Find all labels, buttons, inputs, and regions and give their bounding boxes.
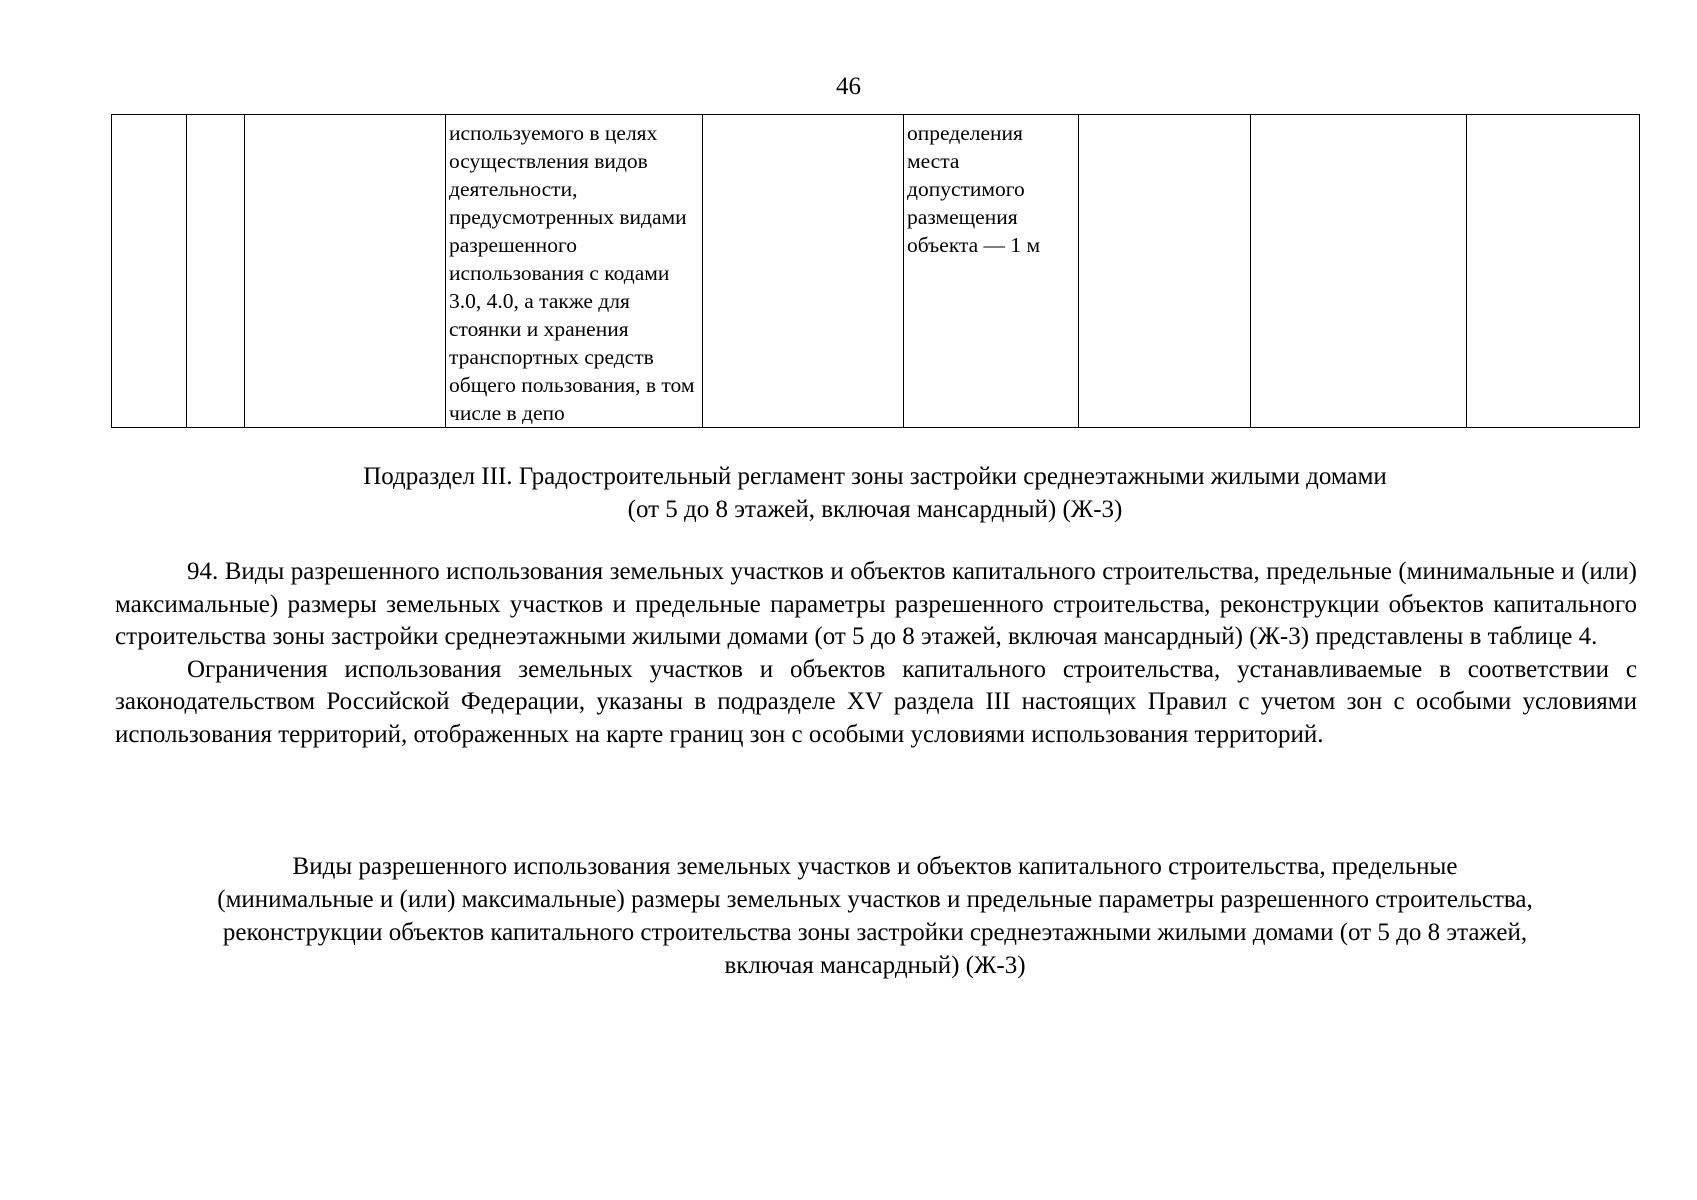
subsection-heading-line: (от 5 до 8 этажей, включая мансардный) (Ж-3)	[627, 496, 1123, 523]
page-number: 46	[836, 73, 861, 100]
table-title-line: Виды разрешенного использования земельных участков и объектов капитального строительства, предельные	[292, 853, 1458, 880]
body-text	[115, 556, 1637, 752]
table-row	[112, 115, 1640, 428]
table-cell	[245, 115, 446, 428]
table-cell	[1079, 115, 1251, 428]
table-cell	[187, 115, 245, 428]
table-cell-setback-parameter: определения места допустимого размещения объекта — 1 м	[904, 115, 1079, 428]
table-cell	[703, 115, 904, 428]
table-cell	[1251, 115, 1467, 428]
table-cell-land-use-description: используемого в целях осуществления видов деятельности, предусмотренных видами разрешенного использования с кодами 3.0, 4.0, а также для стоянки и хранения транспортных средств общего пользования, в том числе в депо	[446, 115, 703, 428]
continued-table	[111, 114, 1640, 428]
table-cell	[1467, 115, 1640, 428]
paragraph-restrictions: Ограничения использования земельных участков и объектов капитального строительства, устанавливаемые в соответствии с законодательством Российской Федерации, указаны в подразделе XV раздела III настоящих Правил с учетом зон с особыми условиями использования территорий, отображенных на карте границ зон с особыми условиями использования территорий.	[115, 655, 1637, 748]
table-title-line: (минимальные и (или) максимальные) размеры земельных участков и предельные параметры разрешенного строительства,	[217, 886, 1533, 913]
paragraph-94: 94. Виды разрешенного использования земельных участков и объектов капитального строительства, предельные (минимальные и (или) максимальные) размеры земельных участков и предельные параметры разрешенного строительства, реконструкции объектов капитального строительства зоны застройки среднеэтажными жилыми домами (от 5 до 8 этажей, включая мансардный) (Ж-3) представлены в таблице 4.	[115, 558, 1637, 651]
subsection-heading	[111, 460, 1639, 526]
table-title	[111, 850, 1639, 982]
table-cell	[112, 115, 187, 428]
table-title-line: включая мансардный) (Ж-3)	[724, 952, 1026, 979]
subsection-heading-line: Подраздел III. Градостроительный регламент зоны застройки среднеэтажными жилыми домами	[363, 463, 1387, 490]
table-title-line: реконструкции объектов капитального строительства зоны застройки среднеэтажными жилыми домами (от 5 до 8 этажей,	[222, 919, 1528, 946]
